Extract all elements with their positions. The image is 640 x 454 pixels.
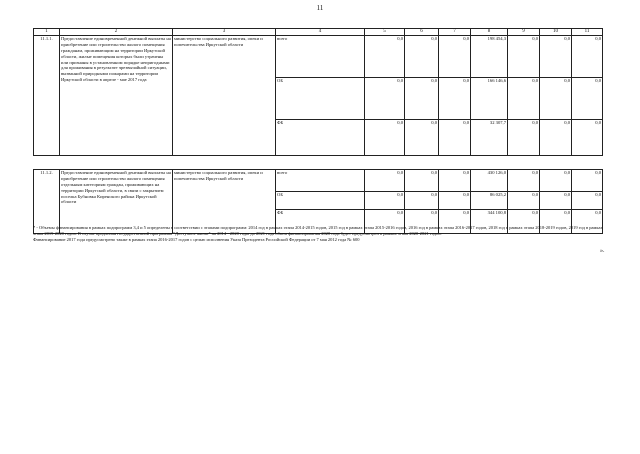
value-cell: 0,0 — [540, 192, 572, 210]
value-cell: 0,0 — [405, 36, 439, 78]
value-cell: 0,0 — [405, 78, 439, 120]
value-cell: 0,0 — [508, 36, 540, 78]
table-gap — [34, 156, 603, 170]
value-cell: 0,0 — [365, 170, 405, 192]
column-number: 4 — [276, 29, 365, 36]
value-cell: 0,0 — [439, 192, 471, 210]
column-number: 10 — [540, 29, 572, 36]
value-cell: 430 126,0 — [471, 170, 508, 192]
value-cell: 0,0 — [405, 120, 439, 156]
value-cell: 0,0 — [508, 210, 540, 234]
funding-source: ФБ — [276, 210, 365, 234]
value-cell: 0,0 — [572, 210, 603, 234]
value-cell: 0,0 — [508, 78, 540, 120]
value-cell: 0,0 — [572, 170, 603, 192]
value-cell: 0,0 — [365, 36, 405, 78]
value-cell: 0,0 — [405, 192, 439, 210]
funding-source: всего — [276, 36, 365, 78]
page-number: 11 — [316, 4, 324, 12]
value-cell: 0,0 — [405, 210, 439, 234]
value-cell: 0,0 — [439, 210, 471, 234]
funding-source: ОБ — [276, 78, 365, 120]
funding-source: ОБ — [276, 192, 365, 210]
table-row — [34, 36, 603, 78]
value-cell: 0,0 — [572, 120, 603, 156]
row-code: 11.1.2. — [34, 170, 60, 234]
column-number: 2 — [60, 29, 173, 36]
value-cell: 0,0 — [572, 78, 603, 120]
value-cell: 0,0 — [508, 192, 540, 210]
column-number: 8 — [471, 29, 508, 36]
value-cell: 0,0 — [365, 120, 405, 156]
value-cell: 0,0 — [540, 210, 572, 234]
column-number: 5 — [365, 29, 405, 36]
funding-source: всего — [276, 170, 365, 192]
value-cell: 0,0 — [439, 36, 471, 78]
value-cell: 0,0 — [439, 78, 471, 120]
column-number: 11 — [572, 29, 603, 36]
value-cell: 0,0 — [365, 192, 405, 210]
value-cell: 0,0 — [365, 210, 405, 234]
measure-description: Предоставление единовременной денежной выплаты на приобретение или строительство жилого помещения отдельным категориям граждан, проживающих на территории Иркутской области, в связи с закрытием поселка Бубновка Киренского района Иркутской области — [60, 170, 173, 234]
column-number: 9 — [508, 29, 540, 36]
value-cell: 0,0 — [540, 36, 572, 78]
closing-quote: ». — [600, 248, 605, 254]
row-code: 11.1.1. — [34, 36, 60, 156]
value-cell: 0,0 — [365, 78, 405, 120]
value-cell: 0,0 — [508, 170, 540, 192]
footnote-financing-2017: Финансирование 2017 года предусмотрено также в рамках этапа 2016-2017 годов с целью исполнения Указа Президента Российской Федерации от 7 мая 2012 года № 600 — [33, 237, 360, 243]
footnote-stages: * - Объемы финансирования в рамках подпрограмм 3,4 и 5 определены в соответствии с этапами подпрограмм: 2014 год в рамках этапа 2014-2015 годов, 2015 год в рамках этапа 2015-2016 годов, 2016 год в рамках этапа 2016-2017 годов, 2018 год в рамках этапа 2018-2019 годов, 2019 год в рамках этапа 2019-2020 годов. В случае продления государственной программы "Доступное жилье" на 2014 - 2020 годы до 2021 года объем финансирования 2020 года будет предусмотрен в рамках этапа 2020-2021 годов. — [33, 225, 603, 237]
value-cell: 344 100,8 — [471, 210, 508, 234]
value-cell: 0,0 — [508, 120, 540, 156]
footnotes — [33, 225, 608, 243]
executor: министерство социального развития, опеки и попечительства Иркутской области — [173, 170, 276, 234]
gap-cell — [34, 156, 603, 170]
financing-table — [33, 28, 603, 234]
column-number: 3 — [173, 29, 276, 36]
value-cell: 0,0 — [439, 170, 471, 192]
executor: министерство социального развития, опеки и попечительства Иркутской области — [173, 36, 276, 156]
value-cell: 198 454,3 — [471, 36, 508, 78]
table-row — [34, 170, 603, 192]
value-cell: 166 146,6 — [471, 78, 508, 120]
column-number: 1 — [34, 29, 60, 36]
column-number: 6 — [405, 29, 439, 36]
value-cell: 0,0 — [572, 36, 603, 78]
funding-source: ФБ — [276, 120, 365, 156]
measure-description: Предоставление единовременной денежной выплаты на приобретение или строительство жилого помещения гражданам, проживающим на территории Иркутской области, жилые помещения которых были утрачены или признаны в установленном порядке непригодными для проживания в результате чрезвычайной ситуации, вызванной природными пожарами на территории Иркутской области в апреле - мае 2017 года — [60, 36, 173, 156]
value-cell: 0,0 — [439, 120, 471, 156]
value-cell: 0,0 — [540, 78, 572, 120]
value-cell: 0,0 — [540, 120, 572, 156]
value-cell: 32 307,7 — [471, 120, 508, 156]
value-cell: 0,0 — [572, 192, 603, 210]
value-cell: 0,0 — [540, 170, 572, 192]
value-cell: 0,0 — [405, 170, 439, 192]
value-cell: 86 025,2 — [471, 192, 508, 210]
column-number: 7 — [439, 29, 471, 36]
column-number-row — [34, 29, 603, 36]
